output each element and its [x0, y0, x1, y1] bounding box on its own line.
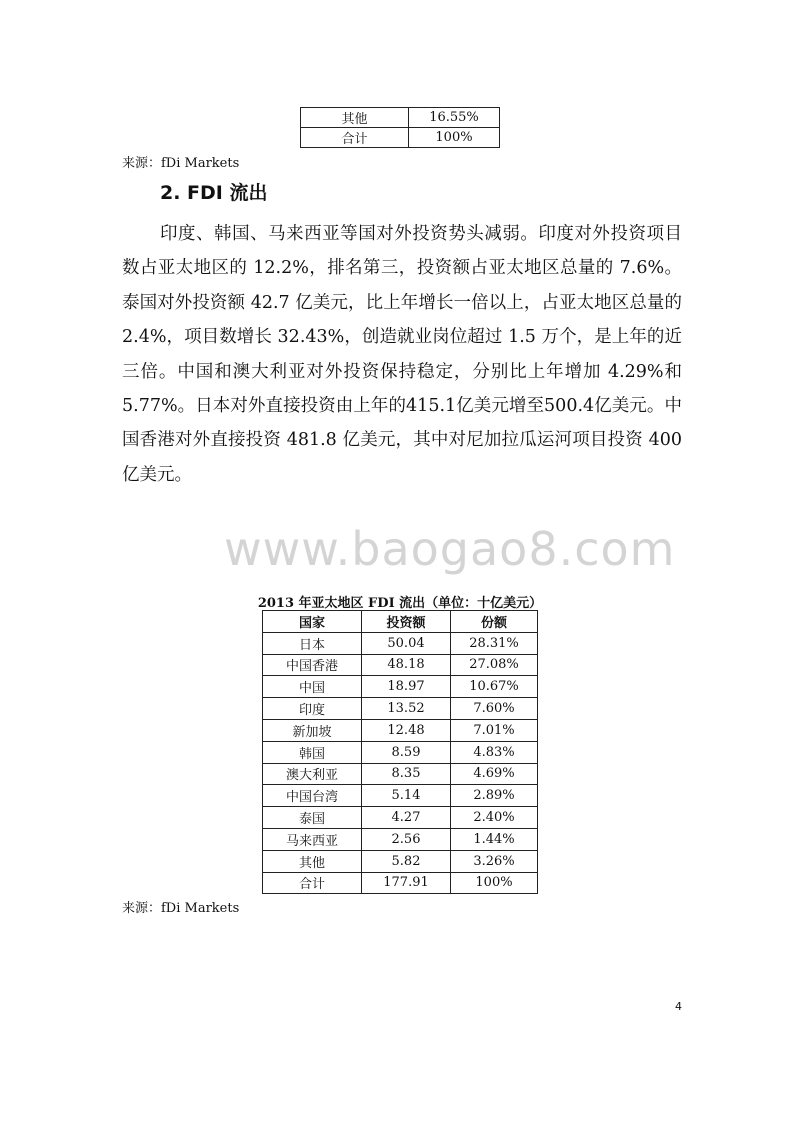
- investment-cell: 4.27: [362, 807, 451, 829]
- share-cell: 100%: [409, 128, 500, 148]
- share-cell: 2.89%: [451, 785, 538, 807]
- body-text: [122, 217, 682, 492]
- country-cell: 泰国: [263, 807, 362, 829]
- share-cell: 28.31%: [451, 632, 538, 654]
- table-row: [263, 654, 538, 676]
- table-row: [263, 828, 538, 850]
- investment-cell: 12.48: [362, 719, 451, 741]
- country-cell: 合计: [301, 128, 409, 148]
- header-investment: 投资额: [362, 611, 451, 633]
- share-cell: 10.67%: [451, 676, 538, 698]
- table-row: [263, 872, 538, 894]
- share-cell: 16.55%: [409, 108, 500, 128]
- country-cell: 中国香港: [263, 654, 362, 676]
- investment-cell: 18.97: [362, 676, 451, 698]
- country-cell: 新加坡: [263, 719, 362, 741]
- table-row: [263, 763, 538, 785]
- investment-cell: 48.18: [362, 654, 451, 676]
- country-cell: 其他: [263, 850, 362, 872]
- share-cell: 100%: [451, 872, 538, 894]
- fdi-outflow-table: [262, 610, 538, 894]
- investment-cell: 5.82: [362, 850, 451, 872]
- table-header-row: [263, 611, 538, 633]
- table-body: [263, 632, 538, 894]
- investment-cell: 5.14: [362, 785, 451, 807]
- share-cell: 3.26%: [451, 850, 538, 872]
- share-table-continued: [300, 107, 500, 148]
- table-row: [263, 807, 538, 829]
- page-number: 4: [675, 1000, 682, 1013]
- table-row: [263, 741, 538, 763]
- country-cell: 韩国: [263, 741, 362, 763]
- country-cell: 日本: [263, 632, 362, 654]
- investment-cell: 2.56: [362, 828, 451, 850]
- table-row: [263, 850, 538, 872]
- source-note: 来源：fDi Markets: [122, 156, 240, 171]
- share-cell: 4.69%: [451, 763, 538, 785]
- country-cell: 澳大利亚: [263, 763, 362, 785]
- share-cell: 7.01%: [451, 719, 538, 741]
- table-row: [263, 632, 538, 654]
- table-row: [263, 785, 538, 807]
- source-note: 来源：fDi Markets: [122, 901, 240, 916]
- investment-cell: 8.59: [362, 741, 451, 763]
- table-caption: 2013 年亚太地区 FDI 流出（单位：十亿美元）: [257, 596, 543, 611]
- header-country: 国家: [263, 611, 362, 633]
- table-row: [263, 698, 538, 720]
- watermark: www.baogao8.com: [224, 522, 676, 576]
- country-cell: 马来西亚: [263, 828, 362, 850]
- investment-cell: 50.04: [362, 632, 451, 654]
- section-heading: 2. FDI 流出: [160, 182, 268, 204]
- share-cell: 2.40%: [451, 807, 538, 829]
- country-cell: 合计: [263, 872, 362, 894]
- share-cell: 27.08%: [451, 654, 538, 676]
- header-share: 份额: [451, 611, 538, 633]
- share-cell: 7.60%: [451, 698, 538, 720]
- country-cell: 印度: [263, 698, 362, 720]
- table-row: [301, 128, 500, 148]
- investment-cell: 177.91: [362, 872, 451, 894]
- investment-cell: 13.52: [362, 698, 451, 720]
- investment-cell: 8.35: [362, 763, 451, 785]
- country-cell: 其他: [301, 108, 409, 128]
- table-row: [301, 108, 500, 128]
- table-row: [263, 676, 538, 698]
- paragraph: 印度、韩国、马来西亚等国对外投资势头减弱。印度对外投资项目数占亚太地区的 12.2%，排名第三，投资额占亚太地区总量的 7.6%。泰国对外投资额 42.7 亿美元，比上年增长一倍以上，占亚太地区总量的 2.4%，项目数增长 32.43%，创造就业岗位超过 1.5 万个，是上年的近三倍。中国和澳大利亚对外投资保持稳定，分别比上年增加 4.29%和 5.77%。日本对外直接投资由上年的415.1亿美元增至500.4亿美元。中国香港对外直接投资 481.8 亿美元，其中对尼加拉瓜运河项目投资 400 亿美元。: [122, 224, 682, 485]
- country-cell: 中国台湾: [263, 785, 362, 807]
- share-cell: 1.44%: [451, 828, 538, 850]
- country-cell: 中国: [263, 676, 362, 698]
- share-cell: 4.83%: [451, 741, 538, 763]
- table-row: [263, 719, 538, 741]
